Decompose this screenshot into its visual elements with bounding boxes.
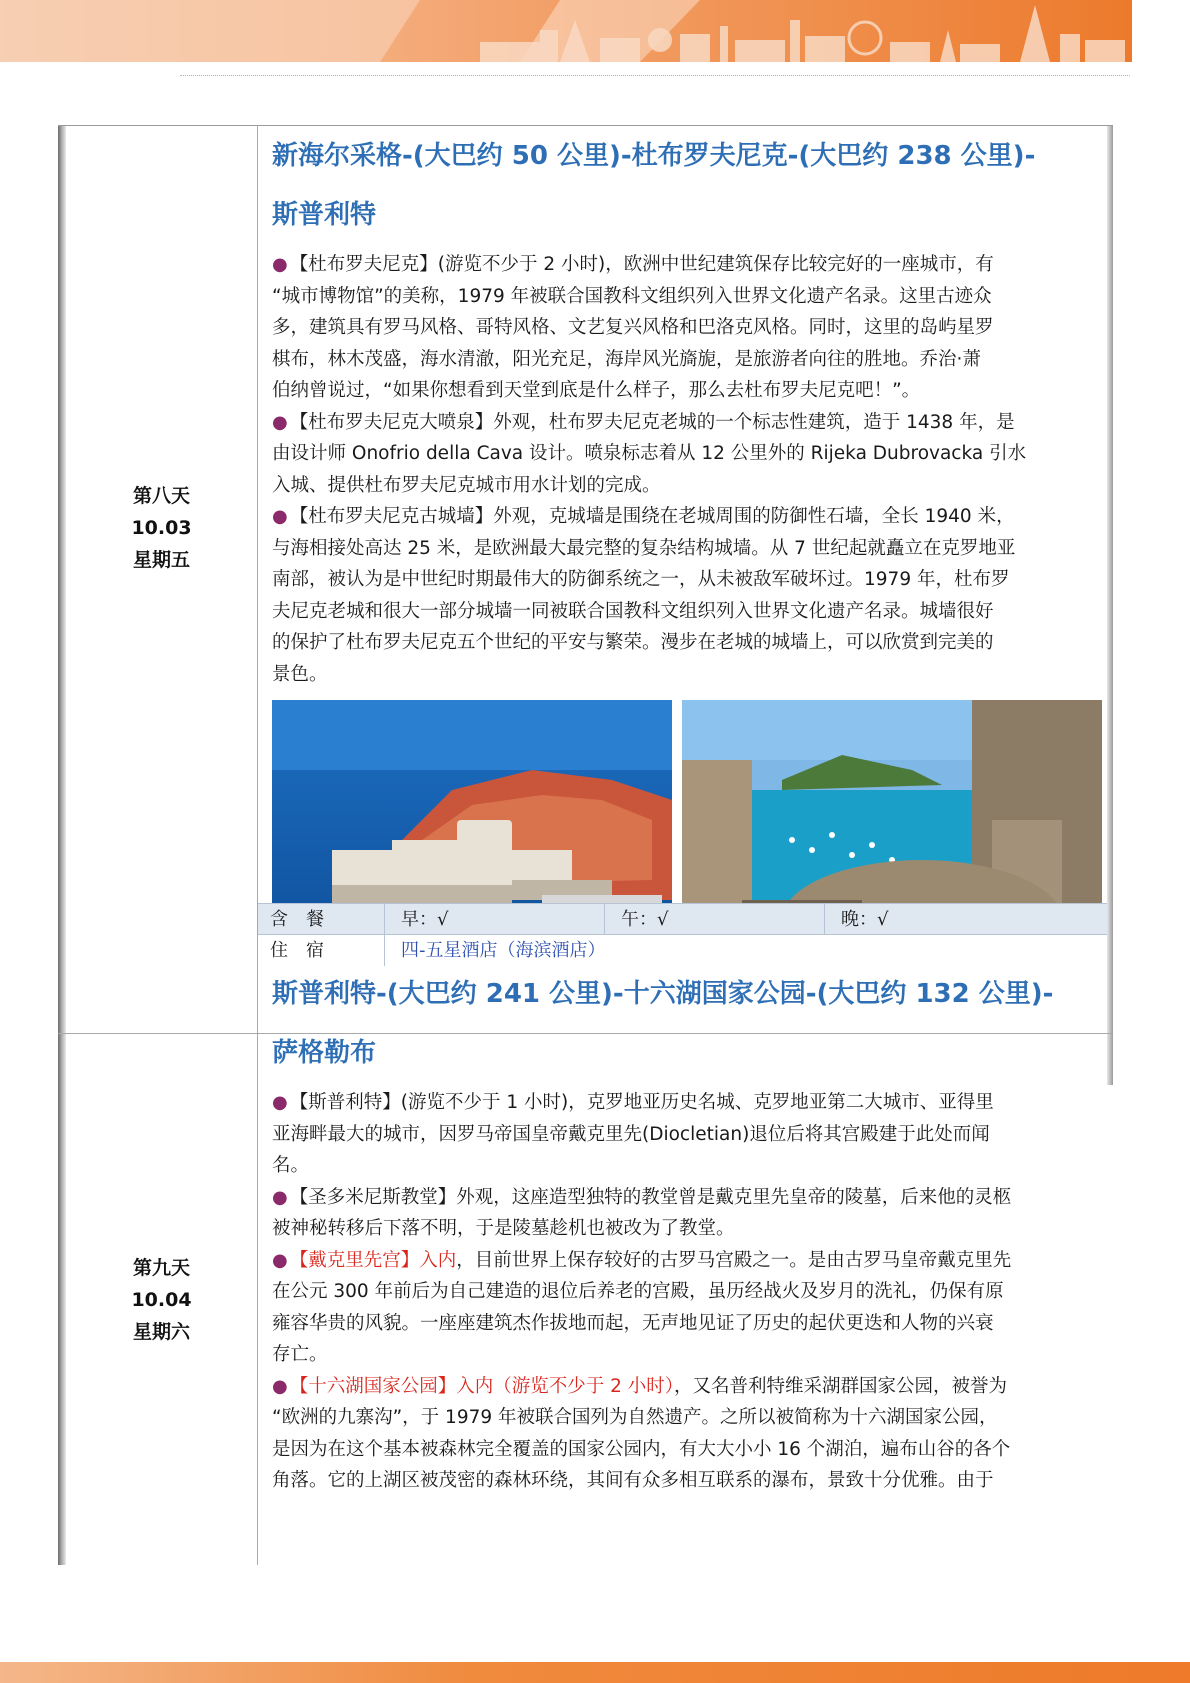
day8-attraction-list: [272, 249, 1102, 690]
lunch-value: 午：√: [621, 909, 669, 930]
day8-meals-row: [258, 903, 1107, 935]
cell-divider: [384, 904, 385, 935]
bullet-icon: ●: [272, 1092, 288, 1113]
day9-content: [272, 963, 1102, 1497]
day9-route-line1: 斯普利特-(大巴约 241 公里)-十六湖国家公园-(大巴约 132 公里)-: [272, 979, 1054, 1009]
cell-divider: [824, 904, 825, 935]
day8-day-label: 第八天: [132, 485, 190, 507]
hotel-value: 四-五星酒店（海滨酒店）: [401, 940, 606, 961]
day8-attraction-3-line: 的保护了杜布罗夫尼克五个世纪的平安与繁荣。漫步在老城的城墙上，可以欣赏到完美的: [272, 632, 994, 653]
day8-attraction-1-line: 伯纳曾说过，“如果你想看到天堂到底是什么样子，那么去杜布罗夫尼克吧！”。: [272, 380, 921, 401]
day8-content: [272, 125, 1102, 690]
day8-route-line2: 斯普利特: [272, 200, 377, 230]
table-left-border: [58, 125, 66, 1565]
cell-divider: [384, 935, 385, 966]
dinner-value: 晚：√: [841, 909, 889, 930]
day9-route-line2: 萨格勒布: [272, 1038, 377, 1068]
skyline-banner-graphic: [0, 0, 1132, 62]
day8-attraction-3-line: 与海相接处高达 25 米，是欧洲最大最完整的复杂结构城墙。从 7 世纪起就矗立在克罗地亚: [272, 537, 1016, 559]
table-right-border: [1107, 125, 1113, 1085]
day8-attraction-1: ● 【杜布罗夫尼克】(游览不少于 2 小时)，欧洲中世纪建筑保存比较完好的一座城市，有: [272, 254, 994, 275]
day8-attraction-1-line: 多，建筑具有罗马风格、哥特风格、文艺复兴风格和巴洛克风格。同时，这里的岛屿星罗: [272, 317, 994, 338]
day9-attraction-4-line: “欧洲的九寨沟”，于 1979 年被联合国列为自然遗产。之所以被简称为十六湖国家公园，: [272, 1407, 998, 1428]
cell-divider: [604, 904, 605, 935]
day8-attraction-2-line: 由设计师 Onofrio della Cava 设计。喷泉标志着从 12 公里外的 Rijeka Dubrovacka 引水: [272, 443, 1027, 464]
day9-weekday: 星期六: [132, 1321, 190, 1343]
day9-attraction-4-line: 是因为在这个基本被森林完全覆盖的国家公园内，有大大小小 16 个湖泊，遍布山谷的各个: [272, 1438, 1011, 1460]
day9-attraction-list: [272, 1087, 1102, 1497]
day9-attraction-1-line: 名。: [272, 1155, 310, 1176]
day8-attraction-3: ● 【杜布罗夫尼克古城墙】外观，克城墙是围绕在老城周围的防御性石墙，全长 1940 米，: [272, 506, 1015, 527]
bullet-icon: ●: [272, 411, 288, 433]
day9-attraction-3-line: 存亡。: [272, 1344, 328, 1365]
itinerary-table: [58, 125, 1113, 1565]
day8-attraction-3-line: 景色。: [272, 663, 328, 685]
day8-hotel-row: [258, 934, 1107, 966]
day9-attraction-2: ● 【圣多米尼斯教堂】外观，这座造型独特的教堂曾是戴克里先皇帝的陵墓，后来他的灵柩: [272, 1186, 1012, 1208]
day8-attraction-2: ● 【杜布罗夫尼克大喷泉】外观，杜布罗夫尼克老城的一个标志性建筑，造于 1438 年，是: [272, 411, 1015, 433]
day8-attraction-3-line: 夫尼克老城和很大一部分城墙一同被联合国教科文组织列入世界文化遗产名录。城墙很好: [272, 600, 994, 622]
day9-attraction-1-line: 亚海畔最大的城市，因罗马帝国皇帝戴克里先(Diocletian)退位后将其宫殿建于此处而闻: [272, 1123, 990, 1145]
day8-attraction-3-line: 南部，被认为是中世纪时期最伟大的防御系统之一，从未被敌军破坏过。1979 年，杜布罗: [272, 569, 1010, 590]
day8-weekday: 星期五: [132, 549, 190, 571]
day9-attraction-2-line: 被神秘转移后下落不明，于是陵墓趁机也被改为了教堂。: [272, 1218, 735, 1239]
hotel-label: 住 宿: [270, 940, 324, 961]
day9-attraction-4: ● 【十六湖国家公园】入内（游览不少于 2 小时），又名普利特维采湖群国家公园，被誉为: [272, 1375, 1008, 1397]
bullet-icon: ●: [272, 1375, 288, 1397]
day8-attraction-1-line: 棋布，林木茂盛，海水清澈，阳光充足，海岸风光旖旎，是旅游者向往的胜地。乔治·萧: [272, 348, 981, 370]
table-column-divider: [257, 125, 258, 1565]
meals-label: 含 餐: [270, 909, 324, 930]
day9-attraction-3: ● 【戴克里先宫】入内，目前世界上保存较好的古罗马宫殿之一。是由古罗马皇帝戴克里先: [272, 1249, 1012, 1271]
day8-route-line1: 新海尔采格-(大巴约 50 公里)-杜布罗夫尼克-(大巴约 238 公里)-: [272, 141, 1036, 171]
header-divider: [180, 75, 1130, 76]
day9-attraction-3-line: 雍容华贵的风貌。一座座建筑杰作拔地而起，无声地见证了历史的起伏更迭和人物的兴衰: [272, 1312, 994, 1334]
bullet-icon: ●: [272, 1249, 288, 1271]
day8-attraction-2-line: 入城、提供杜布罗夫尼克城市用水计划的完成。: [272, 474, 661, 496]
day9-attraction-4-line: 角落。它的上湖区被茂密的森林环绕，其间有众多相互联系的瀑布，景致十分优雅。由于: [272, 1470, 994, 1491]
bullet-icon: ●: [272, 254, 288, 275]
day9-date: 10.04: [131, 1289, 192, 1311]
day9-label-cell: [66, 1252, 257, 1348]
breakfast-value: 早：√: [401, 909, 449, 930]
day8-date: 10.03: [131, 517, 192, 539]
header-banner: [0, 0, 1132, 62]
day9-attraction-1: ● 【斯普利特】(游览不少于 1 小时)，克罗地亚历史名城、克罗地亚第二大城市、亚得里: [272, 1092, 994, 1113]
bullet-icon: ●: [272, 1186, 288, 1208]
day9-day-label: 第九天: [132, 1257, 190, 1279]
footer-bar: [0, 1662, 1190, 1683]
day9-attraction-3-line: 在公元 300 年前后为自己建造的退位后养老的宫殿，虽历经战火及岁月的洗礼，仍保有原: [272, 1281, 1004, 1302]
day8-label-cell: [66, 480, 257, 576]
bullet-icon: ●: [272, 506, 288, 527]
day8-attraction-1-line: “城市博物馆”的美称，1979 年被联合国教科文组织列入世界文化遗产名录。这里古迹众: [272, 285, 992, 307]
